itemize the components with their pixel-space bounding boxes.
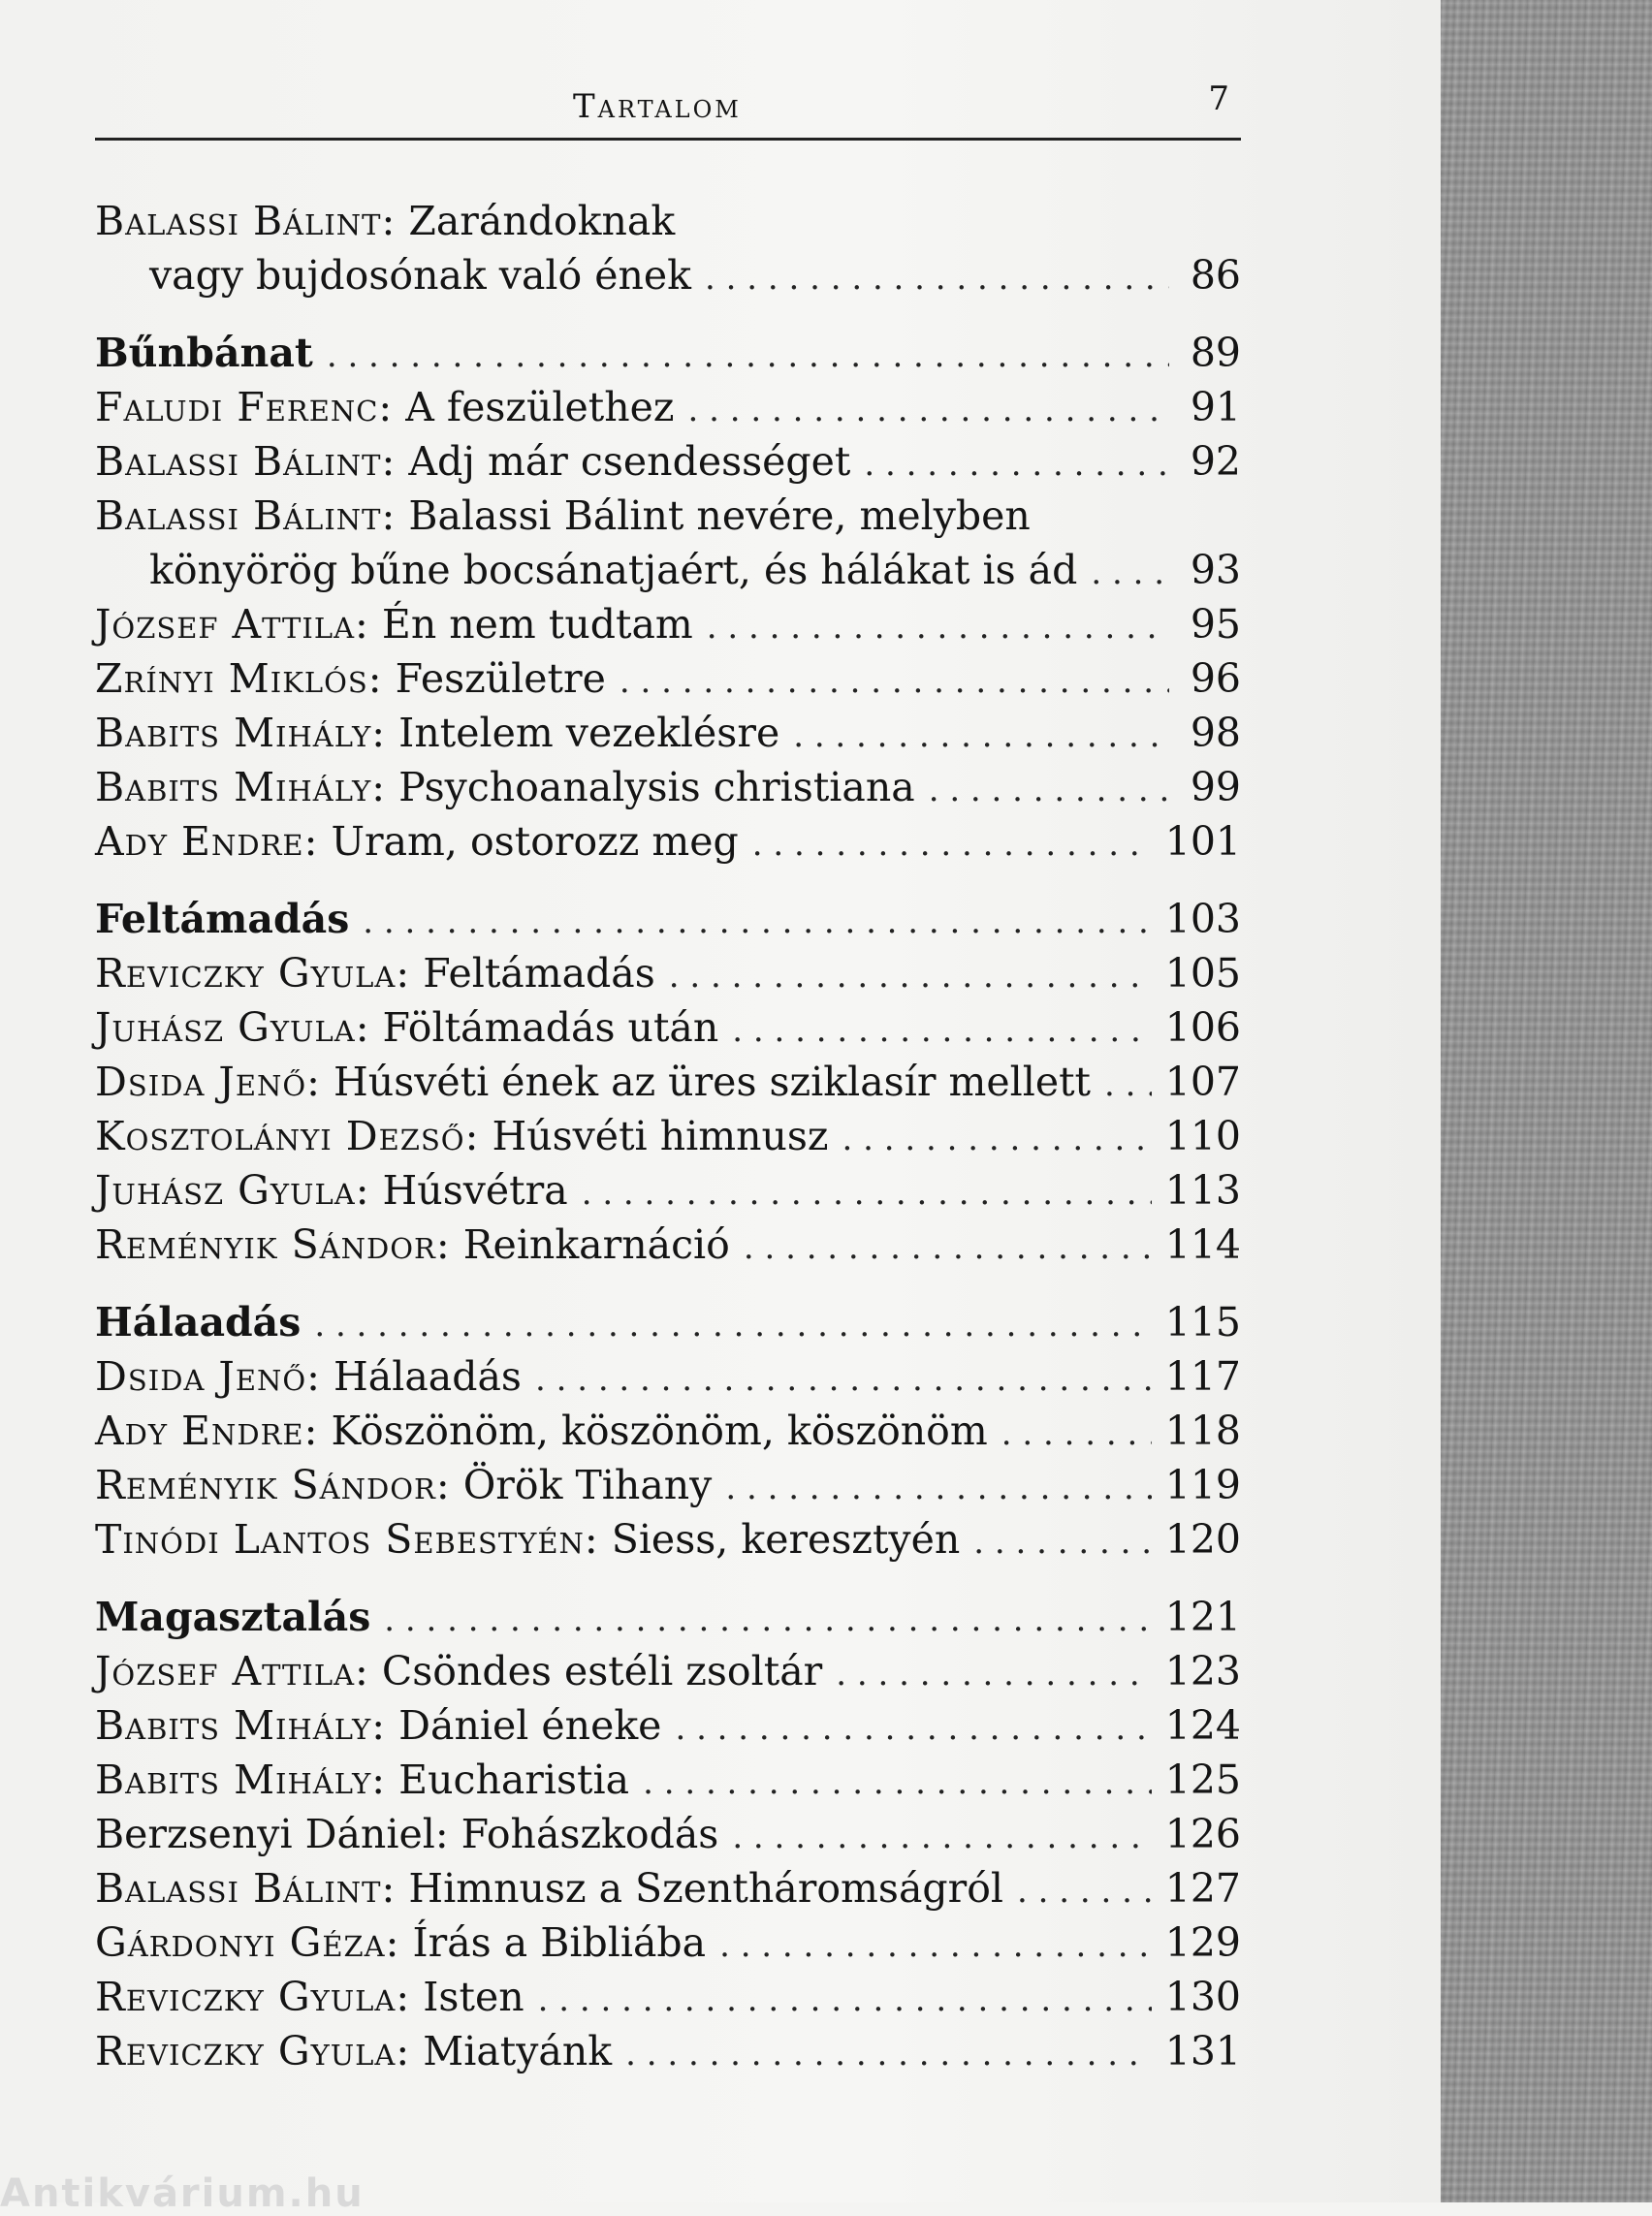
- entry-author: Balassi Bálint:: [95, 492, 397, 539]
- entry-page: 101: [1164, 818, 1241, 865]
- entry-page: 121: [1164, 1594, 1241, 1640]
- entry-page: 115: [1164, 1299, 1241, 1345]
- entry-title: [95, 651, 606, 706]
- toc-entry: [95, 1698, 1241, 1753]
- dot-leader: [1104, 1058, 1152, 1112]
- entry-author: Reviczky Gyula:: [95, 2028, 411, 2074]
- entry-author: József Attila:: [95, 1648, 369, 1694]
- toc-entry: [95, 597, 1241, 651]
- entry-author: Zrínyi Miklós:: [95, 655, 383, 702]
- toc-section: [95, 326, 1241, 380]
- entry-work: Isten: [410, 1974, 524, 2020]
- entry-title: [95, 380, 675, 434]
- dot-leader: [707, 600, 1169, 654]
- entry-author: Balassi Bálint:: [95, 198, 397, 244]
- dot-leader: [793, 709, 1169, 763]
- entry-work: Köszönöm, köszönöm, köszönöm: [318, 1408, 988, 1454]
- entry-page: 127: [1164, 1865, 1241, 1912]
- dot-leader: [719, 1918, 1152, 1973]
- entry-page: 120: [1164, 1516, 1241, 1563]
- entry-author: Juhász Gyula:: [95, 1004, 370, 1051]
- entry-work: Dániel éneke: [386, 1702, 662, 1749]
- entry-work: A feszülethez: [393, 384, 675, 430]
- entry-work: Miatyánk: [410, 2028, 613, 2074]
- entry-author: Tinódi Lantos Sebestyén:: [95, 1516, 599, 1563]
- entry-work: Húsvéti himnusz: [479, 1113, 829, 1159]
- entry-page: 119: [1164, 1462, 1241, 1508]
- toc-entry: [95, 380, 1241, 434]
- entry-author: Reményik Sándor:: [95, 1462, 451, 1508]
- toc-section: [95, 892, 1241, 946]
- entry-page: 129: [1164, 1919, 1241, 1966]
- entry-author: Faludi Ferenc:: [95, 384, 394, 430]
- entry-title: [95, 706, 779, 760]
- dot-leader: [732, 1003, 1151, 1058]
- entry-author: József Attila:: [95, 601, 369, 648]
- dot-leader: [327, 329, 1169, 383]
- toc-entry: [95, 1404, 1241, 1458]
- entry-work: Írás a Bibliába: [399, 1919, 707, 1966]
- dot-leader: [535, 1352, 1152, 1407]
- toc-entry: [95, 814, 1241, 869]
- dot-leader: [842, 1112, 1152, 1166]
- entry-title: [95, 1458, 712, 1512]
- dot-leader: [363, 895, 1151, 949]
- dot-leader: [1017, 1864, 1152, 1918]
- entry-page: 130: [1164, 1974, 1241, 2020]
- dot-leader: [744, 1220, 1152, 1275]
- entry-page: 125: [1164, 1757, 1241, 1803]
- entry-work: Én nem tudtam: [368, 601, 693, 648]
- dot-leader: [732, 1810, 1151, 1864]
- toc-entry: [95, 1512, 1241, 1567]
- entry-work: Zarándoknak: [396, 198, 676, 244]
- entry-page: 91: [1190, 384, 1241, 430]
- entry-page: 86: [1190, 252, 1241, 299]
- entry-page: 113: [1164, 1167, 1241, 1214]
- entry-work: Föltámadás után: [369, 1004, 719, 1051]
- entry-work: Húsvéti ének az üres sziklasír mellett: [321, 1059, 1092, 1105]
- entry-title: [95, 814, 739, 869]
- entry-page: 131: [1164, 2028, 1241, 2074]
- toc-entry: [95, 1055, 1241, 1109]
- entry-title: [95, 1915, 706, 1970]
- section-title: Feltámadás: [95, 896, 350, 942]
- section-title: Magasztalás: [95, 1594, 371, 1640]
- entry-title: [95, 1644, 822, 1698]
- entry-page: 103: [1164, 896, 1241, 942]
- toc-entry: [95, 1163, 1241, 1218]
- entry-title: [95, 597, 693, 651]
- entry-author: Reviczky Gyula:: [95, 1974, 411, 2020]
- entry-work: Reinkarnáció: [450, 1221, 730, 1268]
- toc-section: [95, 1590, 1241, 1644]
- entry-author: Babits Mihály:: [95, 1757, 387, 1803]
- entry-page: 123: [1164, 1648, 1241, 1694]
- toc-section: [95, 1295, 1241, 1349]
- entry-work: Hálaadás: [321, 1353, 522, 1400]
- entry-work: Csöndes estéli zsoltár: [368, 1648, 823, 1694]
- toc-entry: [95, 760, 1241, 814]
- entry-author: Reviczky Gyula:: [95, 950, 411, 997]
- entry-title: [95, 760, 915, 814]
- entry-work: Siess, keresztyén: [598, 1516, 961, 1563]
- toc-entry: [95, 1807, 1241, 1861]
- dot-leader: [688, 383, 1169, 437]
- toc-entry: [95, 2024, 1241, 2078]
- dot-leader: [643, 1756, 1152, 1810]
- entry-title: [95, 1163, 568, 1218]
- entry-author: Juhász Gyula:: [95, 1167, 370, 1214]
- entry-title: [95, 1753, 629, 1807]
- toc-entry: [95, 434, 1241, 489]
- entry-page: 92: [1190, 438, 1241, 485]
- dot-leader: [929, 763, 1169, 817]
- dot-leader: [620, 654, 1169, 709]
- dot-leader: [582, 1166, 1152, 1220]
- toc-entry: [95, 489, 1241, 543]
- dot-leader: [973, 1515, 1151, 1569]
- entry-title: [95, 1055, 1091, 1109]
- watermark: Antikvárium.hu: [0, 2171, 365, 2216]
- entry-page: 107: [1164, 1059, 1241, 1105]
- entry-author: Balassi Bálint:: [95, 1865, 397, 1912]
- toc-entry: [95, 946, 1241, 1000]
- entry-author: Gárdonyi Géza:: [95, 1919, 400, 1966]
- toc-entry: [95, 651, 1241, 706]
- entry-page: 124: [1164, 1702, 1241, 1749]
- entry-work: könyörög bűne bocsánatjaért, és hálákat is ád: [149, 547, 1078, 593]
- entry-work: Intelem vezeklésre: [386, 710, 780, 756]
- entry-author: Kosztolányi Dezső:: [95, 1113, 480, 1159]
- toc-entry: [95, 1915, 1241, 1970]
- entry-title: [95, 434, 850, 489]
- entry-work: Balassi Bálint nevére, melyben: [396, 492, 1031, 539]
- header-page-number: 7: [1208, 79, 1229, 118]
- entry-title: [95, 1698, 661, 1753]
- toc-entry: [95, 1000, 1241, 1055]
- toc-entry: [95, 1644, 1241, 1698]
- entry-page: 110: [1164, 1113, 1241, 1159]
- entry-work: Örök Tihany: [450, 1462, 713, 1508]
- entry-page: 89: [1190, 330, 1241, 376]
- entry-work: vagy bujdosónak való ének: [149, 252, 692, 299]
- dot-leader: [864, 437, 1169, 491]
- entry-work: Húsvétra: [369, 1167, 568, 1214]
- entry-page: 99: [1190, 764, 1241, 810]
- entry-author: Ady Endre:: [95, 818, 319, 865]
- dot-leader: [625, 2027, 1152, 2081]
- entry-title: [95, 1404, 988, 1458]
- entry-title: [95, 194, 675, 248]
- entry-work: Eucharistia: [386, 1757, 630, 1803]
- dot-leader: [836, 1647, 1151, 1701]
- entry-work: Berzsenyi Dániel: Fohászkodás: [95, 1811, 719, 1857]
- entry-title: [95, 1109, 829, 1163]
- entry-author: Ady Endre:: [95, 1408, 319, 1454]
- entry-work: Psychoanalysis christiana: [386, 764, 915, 810]
- toc-entry: [95, 1861, 1241, 1915]
- entry-page: 126: [1164, 1811, 1241, 1857]
- entry-page: 106: [1164, 1004, 1241, 1051]
- running-header: [95, 79, 1241, 141]
- toc-entry: [95, 1970, 1241, 2024]
- entry-work: Adj már csendességet: [396, 438, 851, 485]
- entry-author: Dsida Jenő:: [95, 1059, 321, 1105]
- entry-title: [95, 1218, 730, 1272]
- entry-title: [95, 1861, 1003, 1915]
- toc-entry: [95, 194, 1241, 248]
- entry-work: Feszületre: [382, 655, 606, 702]
- entry-page: 105: [1164, 950, 1241, 997]
- entry-author: Babits Mihály:: [95, 710, 387, 756]
- entry-author: Reményik Sándor:: [95, 1221, 451, 1268]
- toc-entry: [95, 1753, 1241, 1807]
- dot-leader: [675, 1701, 1151, 1756]
- toc-entry: [95, 1218, 1241, 1272]
- entry-title: [95, 1970, 524, 2024]
- entry-title: [95, 946, 655, 1000]
- dot-leader: [384, 1593, 1151, 1647]
- header-title: Tartalom: [573, 87, 742, 126]
- entry-title: [95, 2024, 612, 2078]
- toc-entry: [95, 1109, 1241, 1163]
- entry-page: 118: [1164, 1408, 1241, 1454]
- background-surface: [1441, 0, 1652, 2202]
- toc-entry: [95, 543, 1241, 597]
- entry-title: [95, 1349, 522, 1404]
- entry-author: Dsida Jenő:: [95, 1353, 321, 1400]
- entry-author: Babits Mihály:: [95, 764, 387, 810]
- dot-leader: [752, 817, 1152, 871]
- dot-leader: [1091, 546, 1169, 600]
- toc-entry: [95, 248, 1241, 302]
- entry-page: 114: [1164, 1221, 1241, 1268]
- entry-title: [95, 1512, 960, 1567]
- entry-page: 95: [1190, 601, 1241, 648]
- entry-work: Feltámadás: [410, 950, 655, 997]
- section-title: Hálaadás: [95, 1299, 302, 1345]
- entry-title: [95, 1000, 718, 1055]
- entry-title: [95, 489, 1031, 543]
- toc-entry: [95, 706, 1241, 760]
- toc-entry: [95, 1458, 1241, 1512]
- dot-leader: [314, 1298, 1151, 1352]
- table-of-contents: [95, 194, 1241, 2078]
- entry-work: Himnusz a Szentháromságról: [396, 1865, 1004, 1912]
- dot-leader: [725, 1461, 1151, 1515]
- entry-page: 98: [1190, 710, 1241, 756]
- toc-entry: [95, 1349, 1241, 1404]
- entry-page: 96: [1190, 655, 1241, 702]
- dot-leader: [705, 251, 1169, 305]
- entry-author: Babits Mihály:: [95, 1702, 387, 1749]
- dot-leader: [1001, 1407, 1152, 1461]
- entry-page: 117: [1164, 1353, 1241, 1400]
- section-title: Bűnbánat: [95, 330, 313, 376]
- dot-leader: [669, 949, 1152, 1003]
- entry-page: 93: [1190, 547, 1241, 593]
- entry-work: Uram, ostorozz meg: [318, 818, 739, 865]
- entry-author: Balassi Bálint:: [95, 438, 397, 485]
- dot-leader: [538, 1973, 1152, 2027]
